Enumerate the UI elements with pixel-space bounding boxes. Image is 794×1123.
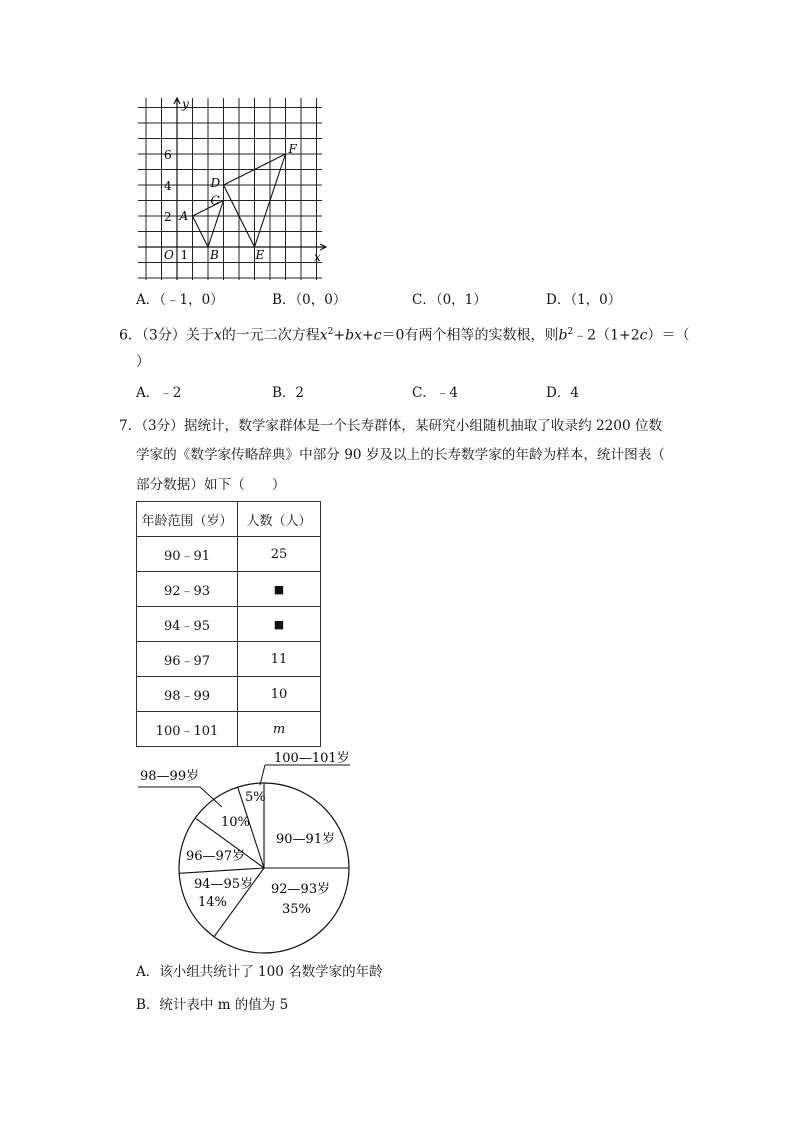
table-cell: ■	[238, 607, 321, 642]
pie-pct-100-101: 5%	[245, 790, 266, 805]
table-header-cell: 年龄范围（岁）	[137, 502, 238, 537]
q7-stem-line2: 学家的《数学家传略辞典》中部分 90 岁及以上的长寿数学家的年龄为样本，统计图表（	[136, 447, 665, 463]
table-row	[137, 607, 321, 642]
q6-option-d[interactable]: D．4	[546, 385, 579, 401]
q6-expr-c: c	[639, 327, 648, 344]
table-cell: 11	[238, 642, 321, 677]
q6-eq-sup: 2	[327, 327, 334, 337]
q7-option-a[interactable]: A．该小组共统计了 100 名数学家的年龄	[136, 964, 383, 980]
table-row	[137, 677, 321, 712]
point-label-c: C	[210, 193, 220, 208]
q6-option-c[interactable]: C．﹣4	[412, 385, 458, 401]
table-cell: 98﹣99	[137, 677, 238, 712]
q6-score: （3分）关于	[141, 327, 214, 344]
q7-stem-line1: 7．（3分）据统计，数学家群体是一个长寿群体，某研究小组随机抽取了收录约 2200 位数	[119, 418, 663, 434]
table-cell: 96﹣97	[137, 642, 238, 677]
pie-label-100-101: 100—101岁	[274, 751, 350, 766]
table-cell: 25	[238, 537, 321, 572]
y-tick-label: 4	[164, 179, 172, 193]
q7-stem-line3: 部分数据）如下（ ）	[136, 477, 286, 493]
point-label-b: B	[210, 248, 219, 262]
table-cell: 92﹣93	[137, 572, 238, 607]
table-row	[137, 712, 321, 747]
point-label-d: D	[210, 176, 221, 190]
table-header-row	[137, 502, 321, 537]
point-label-e: E	[255, 248, 265, 262]
q6-option-a[interactable]: A．﹣2	[136, 385, 182, 401]
q6-stem	[119, 323, 689, 345]
table-cell: 94﹣95	[137, 607, 238, 642]
q6-eq-rest: +bx+c	[333, 327, 382, 344]
coordinate-grid-figure	[130, 92, 340, 284]
pie-sector-boundary	[179, 868, 264, 873]
origin-label: O	[164, 248, 174, 262]
x-tick-label: 1	[180, 248, 189, 262]
point-label-f: F	[288, 142, 297, 156]
pie-label-90-91: 90—91岁	[276, 832, 336, 847]
y-axis-label: y	[182, 97, 189, 111]
graph-labels	[164, 97, 321, 264]
age-pie-chart	[130, 745, 370, 955]
table-row	[137, 572, 321, 607]
q7-option-b[interactable]: B．统计表中 m 的值为 5	[136, 997, 289, 1013]
table-cell: 100﹣101	[137, 712, 238, 747]
q6-var-x: x	[213, 327, 222, 344]
q6-text-a: 的一元二次方程	[221, 327, 320, 344]
pie-label-94-95: 94—95岁	[194, 877, 254, 892]
q6-text-b: ＝0有两个相等的实数根，则	[381, 327, 559, 344]
table-cell: m	[238, 712, 321, 747]
pie-label-92-93: 92—93岁	[271, 882, 331, 897]
q5-option-c[interactable]: C．（0，1）	[412, 292, 487, 308]
table-cell: 10	[238, 677, 321, 712]
pie-pct-94-95: 14%	[198, 895, 227, 910]
pie-label-96-97: 96—97岁	[186, 849, 246, 864]
table-cell: ■	[238, 572, 321, 607]
q5-option-d[interactable]: D．（1，0）	[546, 292, 622, 308]
pie-pct-92-93: 35%	[282, 902, 311, 917]
age-count-table	[136, 501, 321, 747]
q5-option-b[interactable]: B．（0，0）	[272, 292, 347, 308]
y-tick-label: 6	[164, 148, 172, 162]
leader-line-98	[200, 787, 222, 807]
pie-label-98-99: 98—99岁	[140, 769, 200, 784]
q6-expr-b: b	[558, 327, 568, 344]
pie-pct-98-99: 10%	[221, 815, 250, 830]
table-header-cell: 人数（人）	[238, 502, 321, 537]
q6-expr-mid: ﹣2（1+2	[573, 327, 640, 344]
q6-expr-sup: 2	[567, 327, 574, 337]
table-cell: 90﹣91	[137, 537, 238, 572]
x-axis-label: x	[314, 250, 321, 264]
point-label-a: A	[179, 209, 189, 223]
q5-option-a[interactable]: A．（﹣1，0）	[136, 292, 224, 308]
table-row	[137, 642, 321, 677]
q6-number: 6．	[119, 327, 142, 344]
q6-expr-end: ）＝（	[647, 327, 690, 344]
leader-line-100	[260, 765, 265, 785]
q6-eq-x: x	[319, 327, 328, 344]
q6-option-b[interactable]: B．2	[272, 385, 305, 401]
y-tick-label: 2	[164, 210, 172, 224]
q6-line2: ）	[136, 354, 150, 370]
table-row	[137, 537, 321, 572]
